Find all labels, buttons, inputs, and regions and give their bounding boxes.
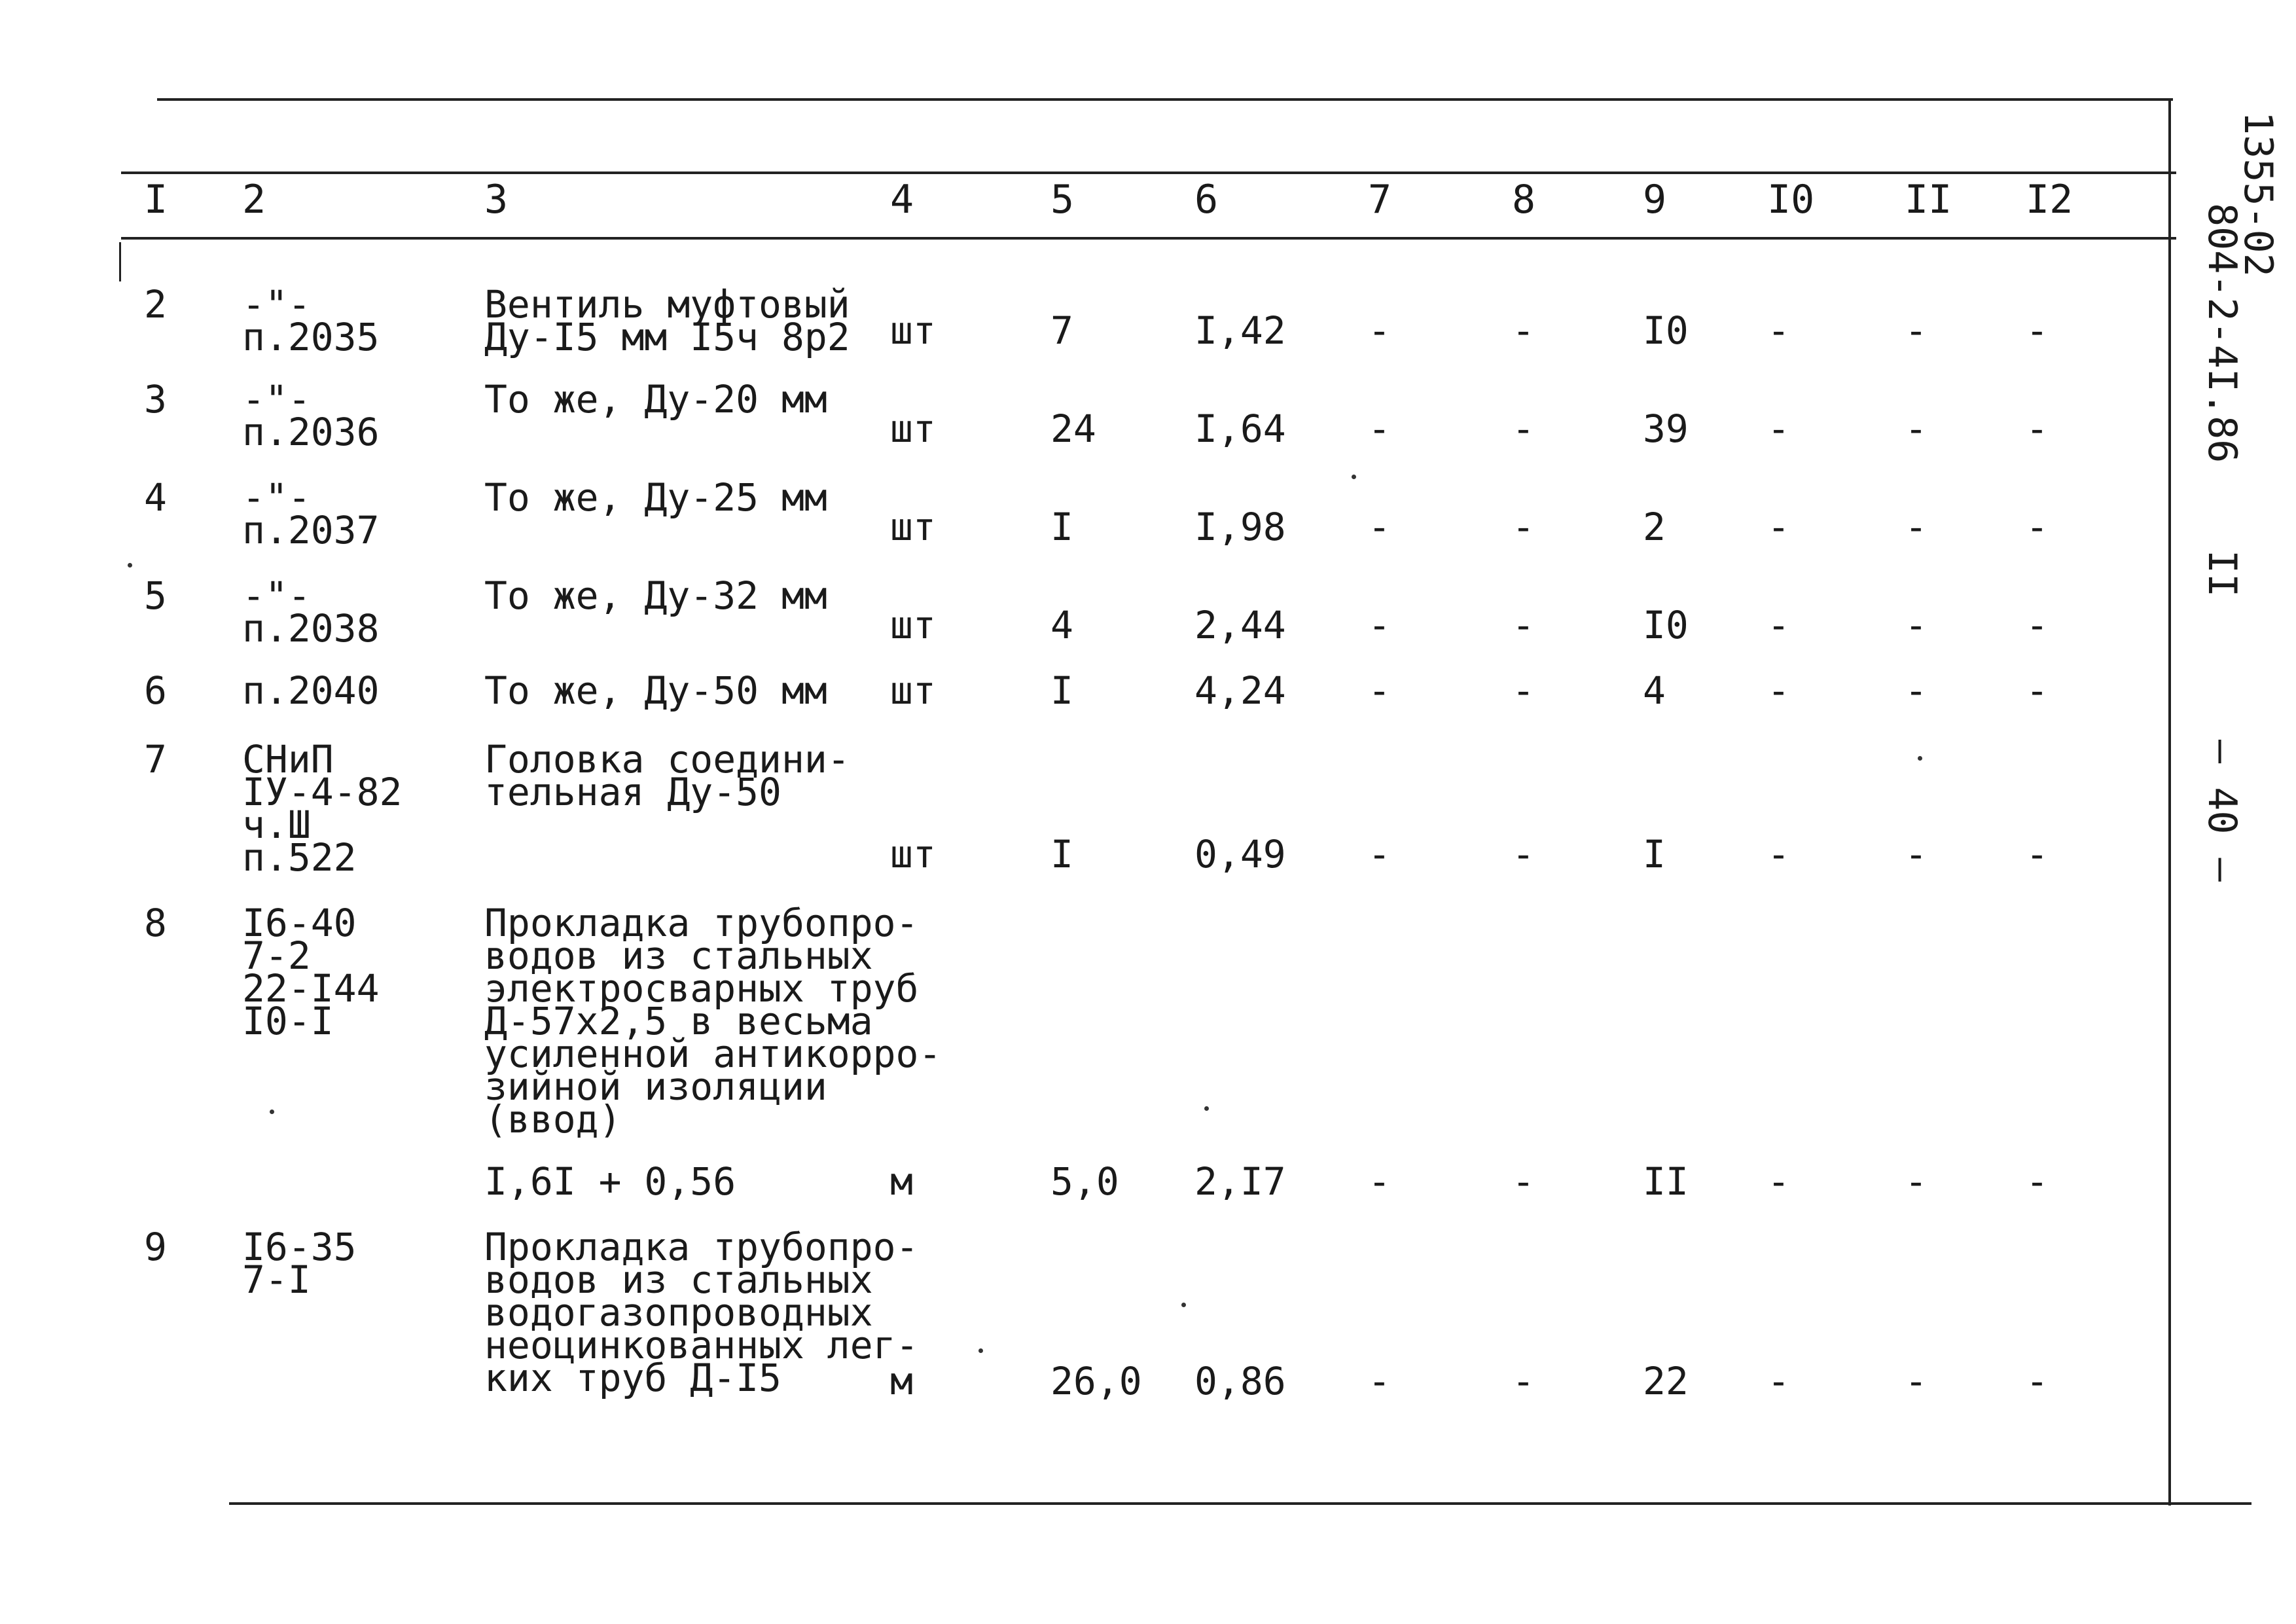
column-header-4: 4: [890, 177, 914, 223]
row-quantity: 5,0: [1050, 1159, 1119, 1204]
row-col7: -: [1368, 1159, 1391, 1204]
row-unit: шт: [890, 406, 936, 451]
scan-speck: [1204, 1106, 1209, 1111]
column-header-10: I0: [1767, 177, 1815, 223]
row-col11: -: [1905, 832, 1928, 876]
row-quantity: I: [1050, 832, 1073, 876]
row-col8: -: [1512, 1159, 1535, 1204]
column-header-1: I: [144, 177, 168, 223]
row-col9: I0: [1643, 308, 1689, 353]
row-col10: -: [1767, 668, 1790, 713]
column-header-8: 8: [1512, 177, 1536, 223]
row-reference: I6-40 7-2 22-I44 I0-I: [242, 901, 380, 1043]
row-number: 4: [144, 475, 167, 520]
row-reference: -"- п.2036: [242, 377, 380, 454]
row-col7: -: [1368, 603, 1391, 647]
scan-speck: [1181, 1303, 1186, 1307]
row-unit: шт: [890, 668, 936, 713]
row-col12: -: [2026, 308, 2049, 353]
right-frame-rule: [2168, 98, 2171, 1506]
row-col10: -: [1767, 1159, 1790, 1204]
row-col10: -: [1767, 308, 1790, 353]
row-quantity: I: [1050, 668, 1073, 713]
top-rule: [157, 98, 2173, 101]
row-col12: -: [2026, 406, 2049, 451]
row-col12: -: [2026, 1159, 2049, 1204]
row-col11: -: [1905, 1159, 1928, 1204]
row-value: 2,44: [1194, 603, 1286, 647]
row-col8: -: [1512, 832, 1535, 876]
doc-code: 804-2-4I.86: [2199, 203, 2245, 463]
row-col12: -: [2026, 603, 2049, 647]
row-col12: -: [2026, 1359, 2049, 1403]
row-reference: СНиП IУ-4-82 ч.Ш п.522: [242, 737, 403, 880]
row-value: 0,86: [1194, 1359, 1286, 1403]
bottom-rule: [229, 1502, 2251, 1505]
row-number: 2: [144, 282, 167, 327]
row-formula: I,6I + 0,56: [484, 1159, 736, 1204]
row-col11: -: [1905, 1359, 1928, 1403]
header-bottom-rule: [121, 237, 2176, 240]
row-quantity: 24: [1050, 406, 1096, 451]
row-quantity: 26,0: [1050, 1359, 1142, 1403]
row-col10: -: [1767, 603, 1790, 647]
row-number: 6: [144, 668, 167, 713]
row-col11: -: [1905, 668, 1928, 713]
row-col11: -: [1905, 308, 1928, 353]
left-tick: [119, 242, 121, 281]
column-header-5: 5: [1050, 177, 1075, 223]
sheet-code: 1355-02: [2235, 111, 2281, 277]
row-reference: -"- п.2035: [242, 282, 380, 359]
row-name: Прокладка трубопро- водов из стальных водогазопроводных неоцинкованных лег- ких труб Д-I5: [484, 1225, 919, 1400]
row-col7: -: [1368, 505, 1391, 549]
row-unit: шт: [890, 603, 936, 647]
row-name: Вентиль муфтовый Ду-I5 мм I5ч 8р2: [484, 282, 850, 359]
row-reference: I6-35 7-I: [242, 1225, 357, 1302]
row-col9: 39: [1643, 406, 1689, 451]
row-unit: шт: [890, 832, 936, 876]
album-number: II: [2199, 550, 2245, 598]
scan-speck: [978, 1348, 983, 1353]
row-col8: -: [1512, 406, 1535, 451]
row-col9: 2: [1643, 505, 1666, 549]
row-reference: -"- п.2037: [242, 475, 380, 552]
row-name: То же, Ду-25 мм: [484, 475, 827, 520]
row-col11: -: [1905, 603, 1928, 647]
row-col10: -: [1767, 1359, 1790, 1403]
column-header-6: 6: [1194, 177, 1219, 223]
row-name: Головка соедини- тельная Ду-50: [484, 737, 850, 814]
row-unit: м: [890, 1159, 913, 1204]
row-value: I,98: [1194, 505, 1286, 549]
row-quantity: 7: [1050, 308, 1073, 353]
row-col7: -: [1368, 668, 1391, 713]
row-col9: 4: [1643, 668, 1666, 713]
row-quantity: I: [1050, 505, 1073, 549]
row-col10: -: [1767, 505, 1790, 549]
row-unit: шт: [890, 505, 936, 549]
row-col10: -: [1767, 832, 1790, 876]
row-value: 0,49: [1194, 832, 1286, 876]
row-col7: -: [1368, 406, 1391, 451]
column-header-12: I2: [2026, 177, 2073, 223]
row-col12: -: [2026, 668, 2049, 713]
row-col9: II: [1643, 1159, 1689, 1204]
row-name: То же, Ду-20 мм: [484, 377, 827, 422]
row-col11: -: [1905, 505, 1928, 549]
column-header-2: 2: [242, 177, 266, 223]
row-number: 8: [144, 901, 167, 945]
row-col8: -: [1512, 505, 1535, 549]
scan-speck: [128, 563, 132, 568]
column-header-11: II: [1905, 177, 1952, 223]
row-value: 2,I7: [1194, 1159, 1286, 1204]
row-col7: -: [1368, 832, 1391, 876]
scan-speck: [1918, 756, 1922, 761]
row-reference: п.2040: [242, 668, 380, 713]
row-col12: -: [2026, 505, 2049, 549]
scan-speck: [1352, 475, 1356, 479]
row-reference: -"- п.2038: [242, 573, 380, 651]
row-col7: -: [1368, 308, 1391, 353]
page-number: — 40 —: [2199, 740, 2245, 882]
row-col8: -: [1512, 308, 1535, 353]
row-value: I,42: [1194, 308, 1286, 353]
row-unit: м: [890, 1359, 913, 1403]
column-header-3: 3: [484, 177, 509, 223]
row-col11: -: [1905, 406, 1928, 451]
row-col12: -: [2026, 832, 2049, 876]
row-col9: I0: [1643, 603, 1689, 647]
row-name: То же, Ду-50 мм: [484, 668, 827, 713]
row-name: Прокладка трубопро- водов из стальных электросварных труб Д-57х2,5 в весьма усиленной антикорро- зийной изоляции (ввод): [484, 901, 942, 1142]
row-unit: шт: [890, 308, 936, 353]
row-col9: I: [1643, 832, 1666, 876]
row-value: 4,24: [1194, 668, 1286, 713]
header-top-rule: [121, 171, 2176, 174]
column-header-9: 9: [1643, 177, 1667, 223]
row-number: 5: [144, 573, 167, 618]
scan-speck: [270, 1110, 274, 1114]
column-header-7: 7: [1368, 177, 1392, 223]
row-value: I,64: [1194, 406, 1286, 451]
row-number: 7: [144, 737, 167, 782]
row-col9: 22: [1643, 1359, 1689, 1403]
row-col10: -: [1767, 406, 1790, 451]
row-quantity: 4: [1050, 603, 1073, 647]
row-col7: -: [1368, 1359, 1391, 1403]
row-col8: -: [1512, 668, 1535, 713]
row-number: 9: [144, 1225, 167, 1269]
row-col8: -: [1512, 603, 1535, 647]
row-name: То же, Ду-32 мм: [484, 573, 827, 618]
row-col8: -: [1512, 1359, 1535, 1403]
row-number: 3: [144, 377, 167, 422]
